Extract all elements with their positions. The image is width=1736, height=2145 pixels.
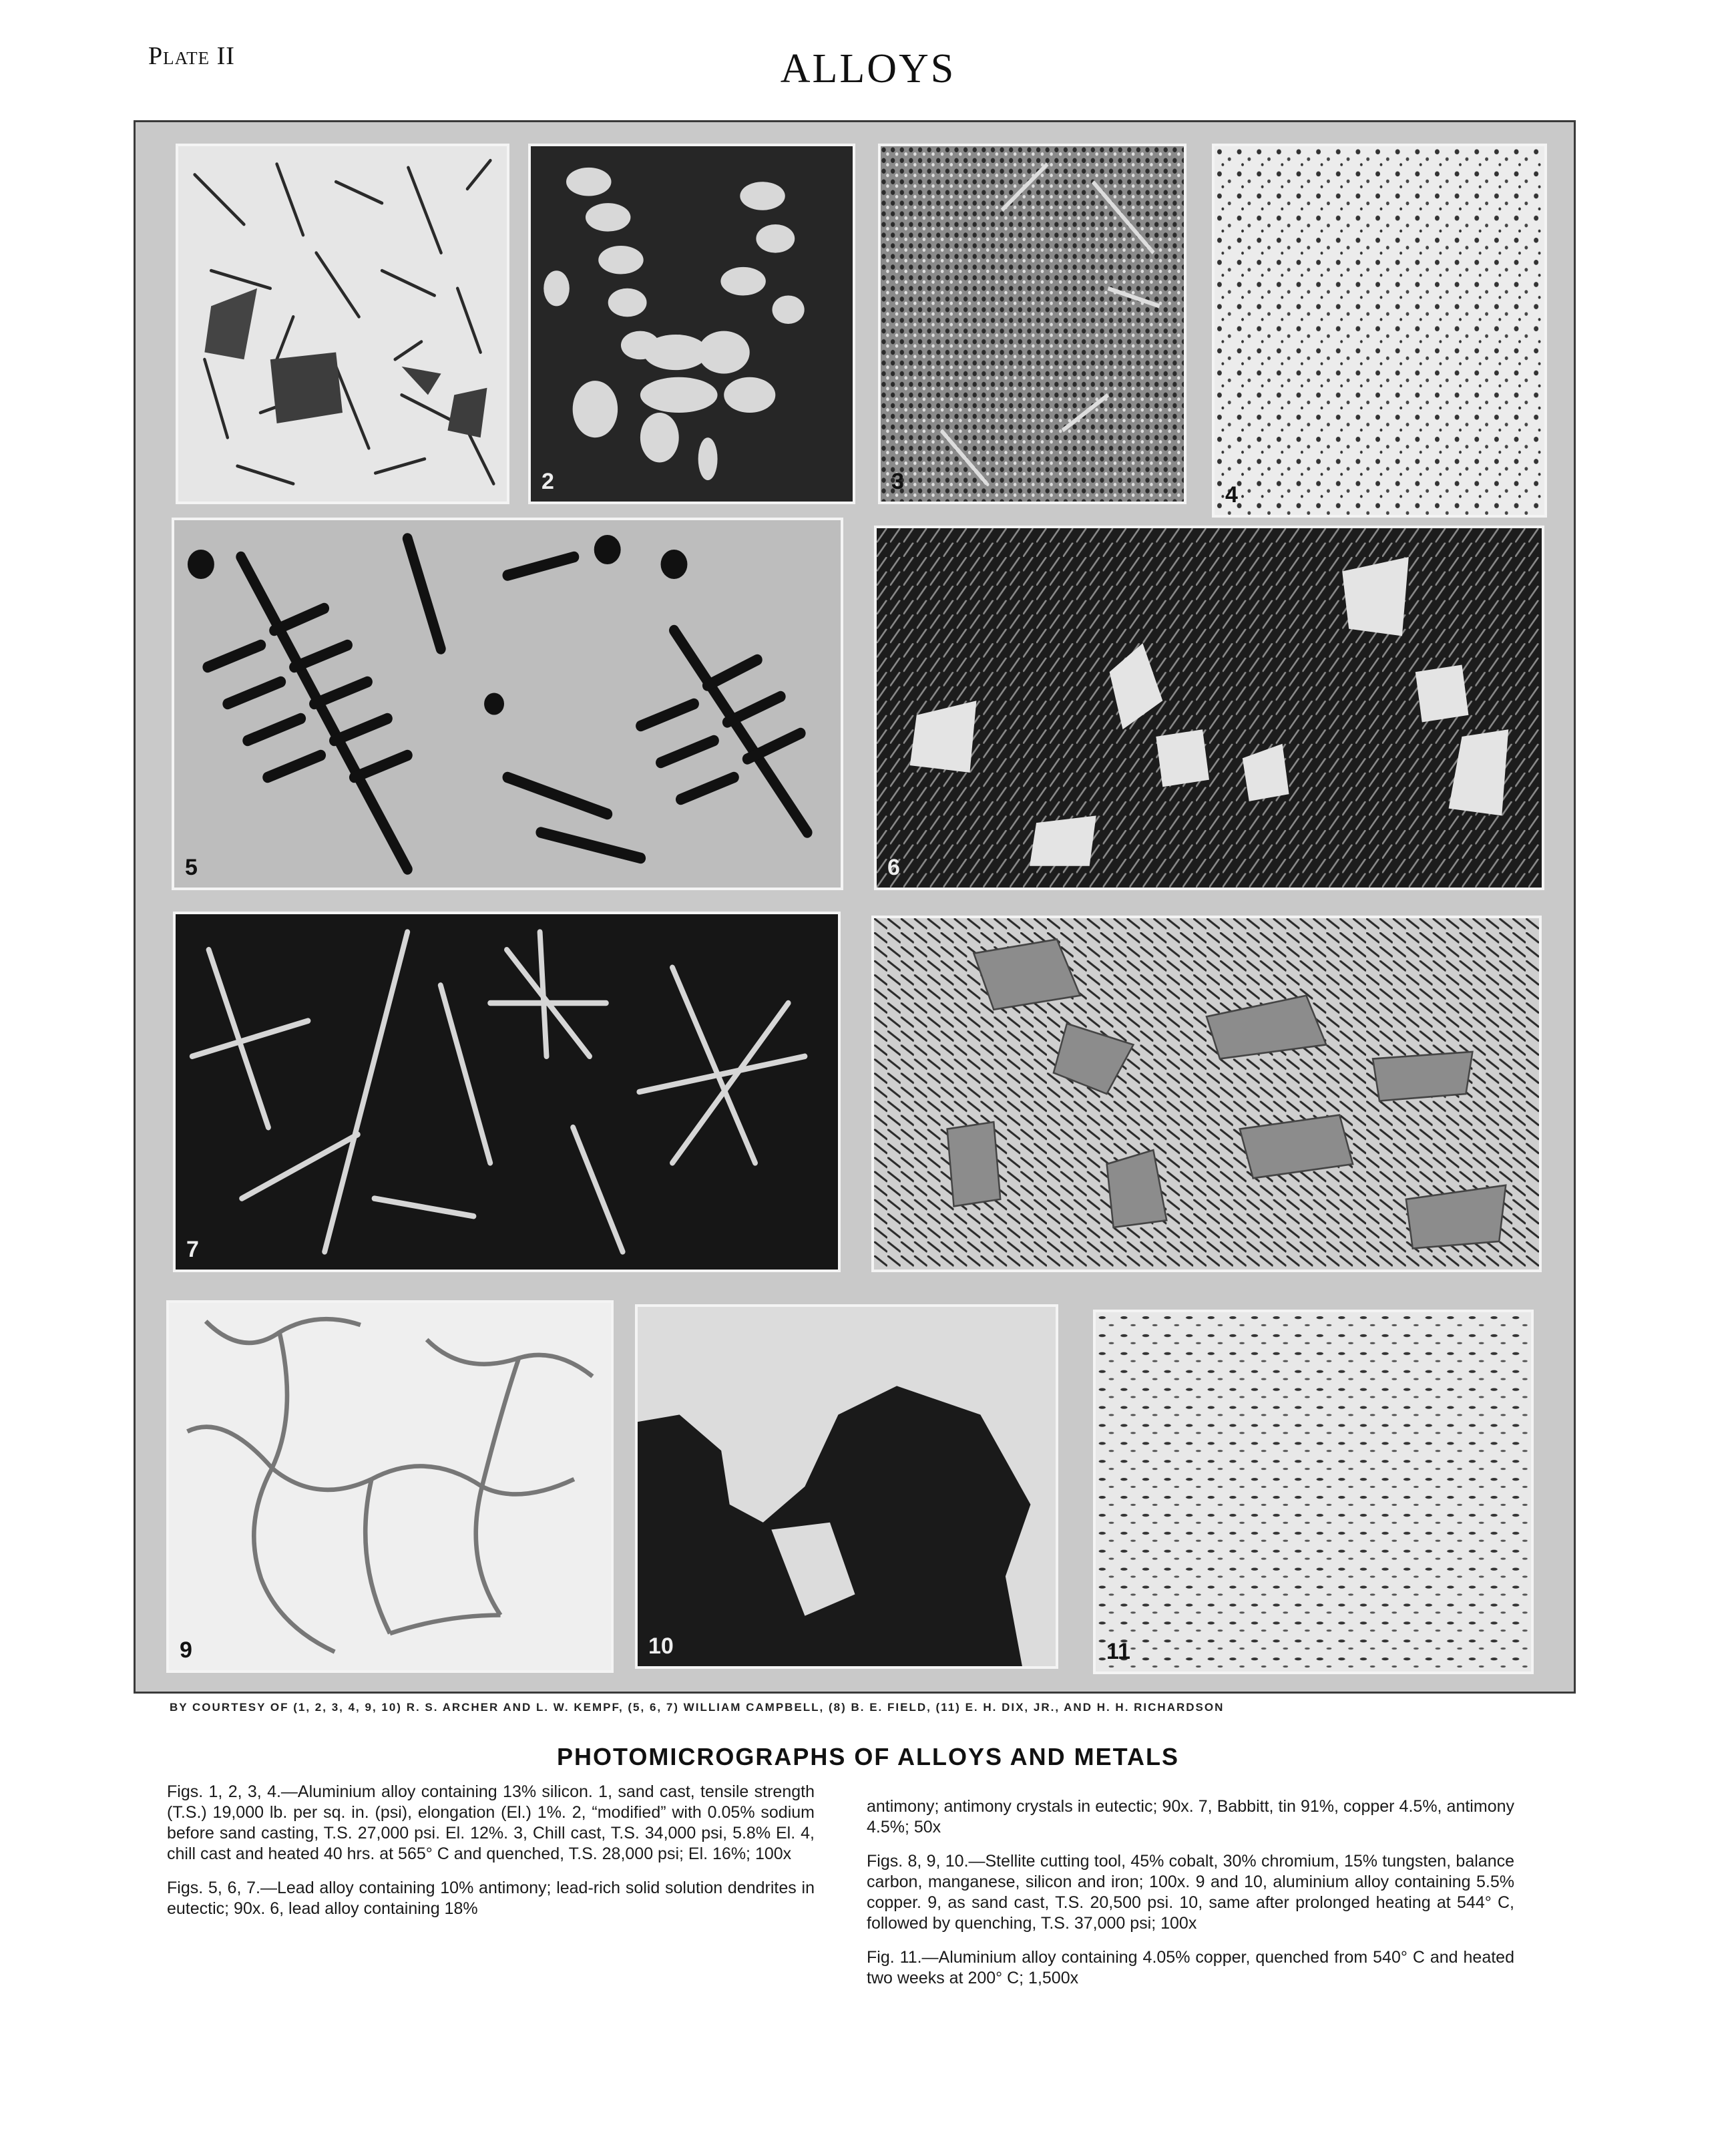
- figure-3: [878, 144, 1186, 504]
- micrograph-4-image: [1215, 146, 1544, 515]
- figure-4: [1212, 144, 1547, 518]
- page-title: ALLOYS: [780, 46, 956, 91]
- photo-panel: [134, 120, 1576, 1694]
- section-heading: PHOTOMICROGRAPHS OF ALLOYS AND METALS: [556, 1743, 1179, 1770]
- figure-number: 5: [185, 855, 198, 880]
- micrograph-8-image: [874, 918, 1539, 1270]
- caption-column-right: [867, 1796, 1514, 2002]
- figure-10: [635, 1304, 1058, 1669]
- image-credits: BY COURTESY OF (1, 2, 3, 4, 9, 10) R. S. ARCHER AND L. W. KEMPF, (5, 6, 7) WILLIAM CAMPBELL, (8) B. E. FIELD, (11) E. H. DIX, JR., AND H. H. RICHARDSON: [170, 1701, 1225, 1714]
- micrograph-11-image: [1096, 1312, 1531, 1672]
- caption-figs-1-4: Figs. 1, 2, 3, 4.—Aluminium alloy containing 13% silicon. 1, sand cast, tensile strength (T.S.) 19,000 lb. per sq. in. (psi), elongation (El.) 1%. 2, “modified” with 0.05% sodium before sand casting, T.S. 27,000 psi. El. 12%. 3, Chill cast, T.S. 34,000 psi, 5.8% El. 4, chill cast and heated 40 hrs. at 565° C and quenched, T.S. 28,000 psi; El. 16%; 100x: [167, 1782, 815, 1863]
- plate-label: Plate II: [148, 42, 235, 70]
- micrograph-5-image: [174, 520, 841, 888]
- figure-number: 2: [541, 469, 554, 494]
- figure-9: [166, 1300, 614, 1673]
- micrograph-7-image: [176, 914, 838, 1270]
- figure-number: 6: [887, 855, 900, 880]
- caption-figs-5-7-continued: antimony; antimony crystals in eutectic; 90x. 7, Babbitt, tin 91%, copper 4.5%, antimony 4.5%; 50x: [867, 1797, 1514, 1836]
- figure-number: 11: [1106, 1639, 1130, 1664]
- figure-8: [871, 916, 1542, 1272]
- figure-number: 10: [648, 1633, 674, 1659]
- figure-number: 9: [180, 1637, 192, 1663]
- micrograph-6-image: [877, 528, 1542, 888]
- caption-figs-8-10: Figs. 8, 9, 10.—Stellite cutting tool, 45% cobalt, 30% chromium, 15% tungsten, balance carbon, manganese, silicon and iron; 100x. 9 and 10, aluminium alloy containing 5.5% copper. 9, as sand cast, T.S. 20,500 psi. 10, same after prolonged heating at 544° C, followed by quenching, T.S. 37,000 psi; 100x: [867, 1852, 1514, 1933]
- figure-number: 4: [1225, 482, 1238, 508]
- micrograph-2-image: [531, 146, 853, 502]
- micrograph-9-image: [169, 1303, 611, 1670]
- caption-figs-5-7: Figs. 5, 6, 7.—Lead alloy containing 10% antimony; lead-rich solid solution dendrites in eutectic; 90x. 6, lead alloy containing 18%: [167, 1879, 815, 1918]
- figure-2: [528, 144, 855, 504]
- micrograph-10-image: [638, 1307, 1056, 1666]
- micrograph-3-image: [881, 146, 1184, 502]
- caption-fig-11: Fig. 11.—Aluminium alloy containing 4.05% copper, quenched from 540° C and heated two weeks at 200° C; 1,500x: [867, 1948, 1514, 1987]
- micrograph-1-image: [178, 146, 507, 502]
- figure-number: 7: [186, 1237, 199, 1262]
- figure-6: [874, 526, 1544, 890]
- figure-5: [172, 518, 843, 890]
- figure-11: [1093, 1310, 1534, 1674]
- figure-1: [176, 144, 509, 504]
- figure-7: [173, 912, 841, 1272]
- caption-column-left: [167, 1782, 815, 1933]
- figure-number: 3: [891, 469, 904, 494]
